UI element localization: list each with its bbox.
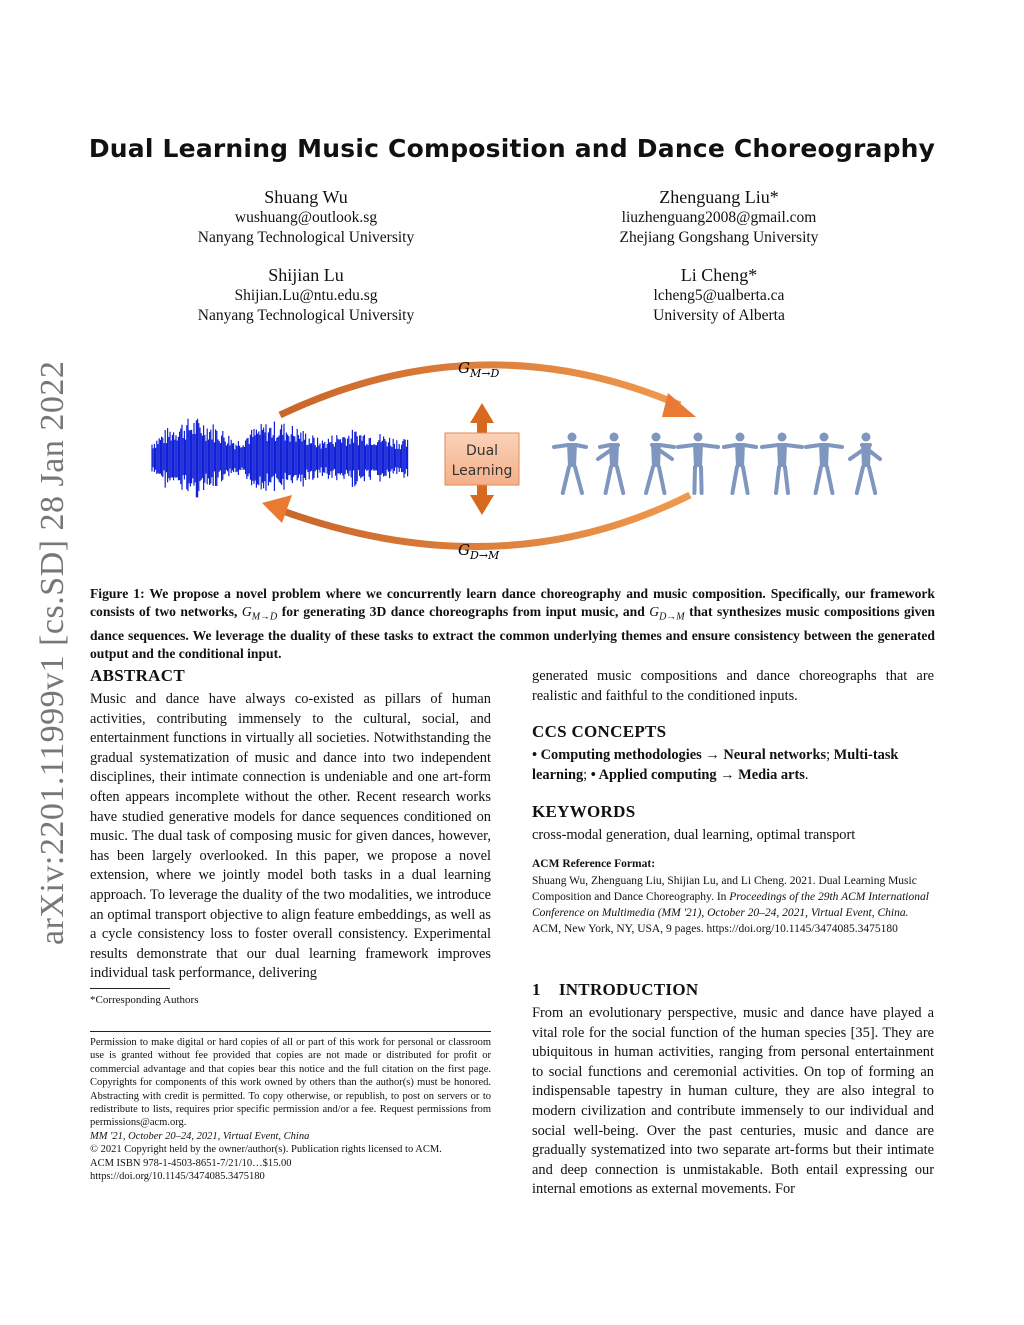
permission-block bbox=[90, 1036, 491, 1183]
author-affiliation: Zhejiang Gongshang University bbox=[619, 229, 819, 246]
permission-rule bbox=[90, 1031, 491, 1032]
abstract-continued: generated music compositions and dance choreographs that are realistic and faithful to the conditioned inputs. bbox=[532, 668, 934, 704]
author-block-3 bbox=[156, 264, 456, 326]
intro-text: From an evolutionary perspective, music and dance have played a vital role for the social function of the human species [35]. They are ubiquitous in human activities, ranging from personal entertainment to social functions and ceremonial activities. On top of forming an indispensable tapestry in human culture, they are also integral to modern civilization and contribute immensely to our individual and social well-being. Over the past centuries, music and dance are gradually systematized into two separate art-forms but their intimate and deep connection is unmistakable. Both entail expressing our internal emotions as external movements. For bbox=[532, 1005, 934, 1198]
author-affiliation: University of Alberta bbox=[653, 307, 785, 324]
permission-text: Permission to make digital or hard copies of all or part of this work for personal or classroom use is granted without fee provided that copies are not made or distributed for profit or commercial advantage and that copies bear this notice and the full citation on the first page. Copyrights for components of this work owned by others than the author(s) must be honored. Abstracting with credit is permitted. To copy otherwise, or republish, to post on servers or to redistribute to lists, requires prior specific permission and/or a fee. Request permissions from permissions@acm.org. bbox=[90, 1037, 491, 1129]
figure-caption: Figure 1: We propose a novel problem where we concurrently learn dance choreography and music composition. Specifically, our framework consists of two networks, $G_{M\to D}$ for generating 3D dance choreographs from input music, and $G_{D\to M}$ that synthesizes music compositions given dance sequences. We leverage the duality of these tasks to extract the common underlying themes and ensure consistency between the generated output and the conditional input. bbox=[90, 586, 935, 661]
figure-1 bbox=[140, 345, 900, 570]
author-block-1 bbox=[156, 186, 456, 248]
down-arrowhead bbox=[470, 485, 494, 515]
ccs-heading: CCS CONCEPTS bbox=[532, 722, 667, 741]
label-g-dm: $G_{D\to M}$ bbox=[458, 541, 500, 562]
permission-venue: MM '21, October 20–24, 2021, Virtual Event, China bbox=[90, 1130, 310, 1142]
author-email: lcheng5@ualberta.ca bbox=[653, 287, 785, 304]
dancer-figure bbox=[598, 433, 623, 494]
author-affiliation: Nanyang Technological University bbox=[197, 307, 415, 324]
box-text-1: Dual bbox=[465, 443, 499, 459]
footnote-rule bbox=[90, 988, 170, 989]
author-name: Shijian Lu bbox=[268, 265, 344, 285]
author-email: Shijian.Lu@ntu.edu.sg bbox=[234, 287, 378, 304]
acm-ref-heading: ACM Reference Format: bbox=[532, 858, 656, 870]
permission-doi[interactable]: https://doi.org/10.1145/3474085.3475180 bbox=[90, 1171, 265, 1183]
dancer-figure bbox=[724, 433, 756, 494]
ccs-text: • Computing methodologies → Neural networks; Multi-task learning; • Applied computing → Media arts. bbox=[532, 747, 899, 783]
dance-figures bbox=[554, 433, 880, 494]
author-block-4 bbox=[569, 264, 869, 326]
author-block-2 bbox=[569, 186, 869, 248]
music-waveform bbox=[152, 419, 408, 498]
dancer-figure bbox=[678, 433, 718, 494]
author-email: wushuang@outlook.sg bbox=[234, 209, 378, 226]
intro-heading: 1 INTRODUCTION bbox=[532, 980, 699, 999]
arxiv-stamp: arXiv:2201.11999v1 [cs.SD] 28 Jan 2022 bbox=[34, 360, 71, 945]
box-text-2: Learning bbox=[451, 463, 513, 479]
author-email: liuzhenguang2008@gmail.com bbox=[621, 209, 817, 226]
dancer-figure bbox=[762, 433, 802, 494]
dancer-figure bbox=[646, 433, 674, 494]
dancer-figure bbox=[850, 433, 880, 494]
author-name: Zhenguang Liu* bbox=[659, 187, 779, 207]
dancer-figure bbox=[554, 433, 586, 494]
acm-ref-text: Shuang Wu, Zhenguang Liu, Shijian Lu, and Li Cheng. 2021. Dual Learning Music Composition and Dance Choreography. In Proceedings of the 29th ACM International Conference on Multimedia (MM '21), October 20–24, 2021, Virtual Event, China. ACM, New York, NY, USA, 9 pages. https://doi.org/10.1145/3474085.3475180 bbox=[532, 875, 929, 935]
author-name: Shuang Wu bbox=[264, 187, 348, 207]
abstract-text: Music and dance have always co-existed as pillars of human activities, contributing immensely to the cultural, social, and entertainment functions in virtually all societies. Notwithstanding the gradual systematization of music and dance into two independent disciplines, their intimate connection is undeniable and one art-form often appears incomplete without the other. Recent research works have studied generative models for dance sequences conditioned on music. The dual task of composing music for given dances, however, has been largely overlooked. In this paper, we propose a novel extension, where we jointly model both tasks in a dual learning approach. To leverage the duality of the two modalities, we introduce an optimal transport objective to align feature embeddings, as well as a cycle consistency loss to foster overall consistency. Experimental results demonstrate that our dual learning framework improves individual task performance, delivering bbox=[90, 691, 491, 982]
permission-copyright: © 2021 Copyright held by the owner/author(s). Publication rights licensed to ACM. bbox=[90, 1144, 442, 1156]
author-name: Li Cheng* bbox=[680, 265, 758, 285]
up-arrowhead bbox=[470, 403, 494, 433]
permission-isbn: ACM ISBN 978-1-4503-8651-7/21/10…$15.00 bbox=[90, 1157, 292, 1169]
label-g-md: $G_{M\to D}$ bbox=[458, 359, 500, 380]
dancer-figure bbox=[806, 433, 842, 494]
footnote: *Corresponding Authors bbox=[90, 994, 199, 1006]
author-affiliation: Nanyang Technological University bbox=[197, 229, 415, 246]
keywords-text: cross-modal generation, dual learning, optimal transport bbox=[532, 827, 856, 843]
abstract-heading: ABSTRACT bbox=[90, 666, 185, 685]
keywords-heading: KEYWORDS bbox=[532, 802, 636, 821]
paper-title: Dual Learning Music Composition and Dance Choreography bbox=[88, 134, 936, 163]
